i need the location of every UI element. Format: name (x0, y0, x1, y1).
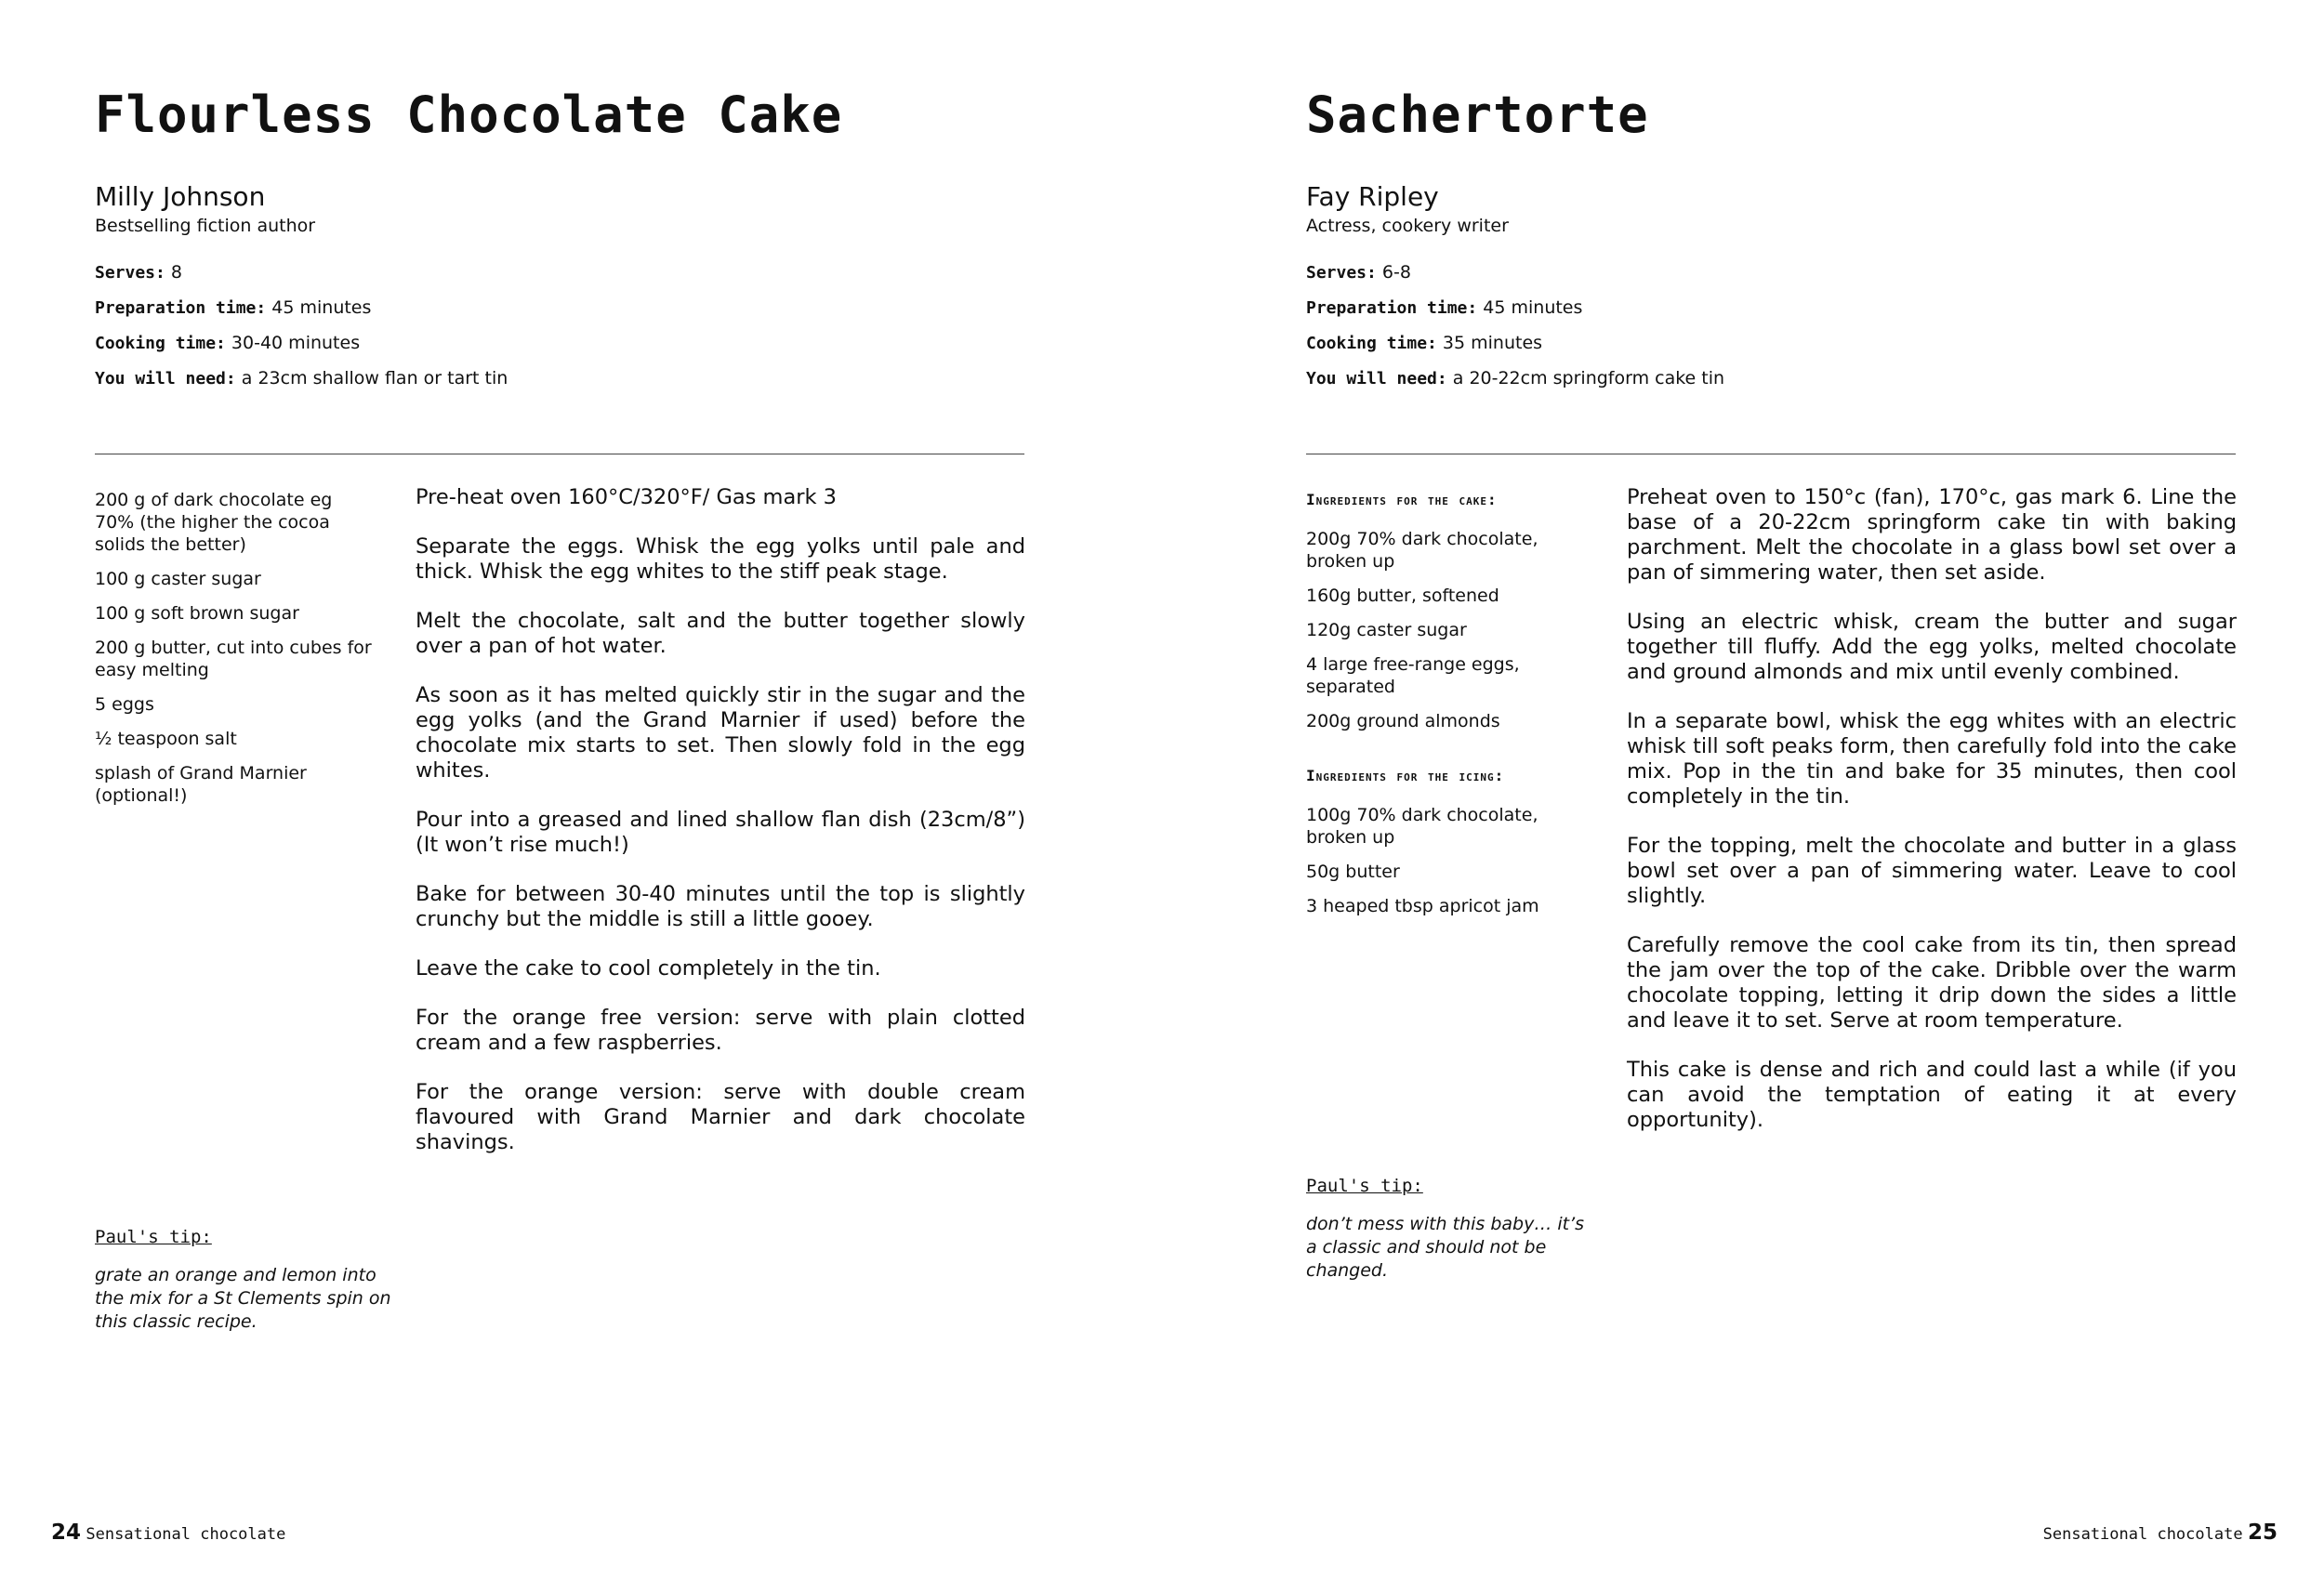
method-step: Bake for between 30-40 minutes until the top is slightly crunchy but the middle is still a little gooey. (416, 882, 1025, 931)
meta-value: 30-40 minutes (225, 333, 361, 353)
ingredient-item: 50g butter (1306, 862, 1400, 882)
meta-label: Cooking time: (95, 334, 226, 353)
tip-text: grate an orange and lemon into the mix for a St Clements spin on this classic recipe. (95, 1265, 391, 1332)
method-step: Carefully remove the cool cake from its tin, then spread the jam over the top of the cake. Dribble over the warm chocolate topping, letting it drip down the sides a little and leave it to set. Serve at room temperature. (1627, 933, 2237, 1033)
recipe-title: Sachertorte (1306, 86, 1649, 144)
meta-prep-time (95, 297, 508, 333)
tip-label: Paul's tip: (1306, 1176, 1423, 1196)
meta-value: 8 (165, 262, 182, 283)
recipe-meta (95, 262, 508, 403)
running-title: Sensational chocolate (2042, 1525, 2243, 1544)
ingredient-item: ½ teaspoon salt (95, 729, 237, 749)
meta-value: 45 minutes (1477, 297, 1583, 318)
ingredient-item: 200 g butter, cut into cubes for easy melting (95, 638, 372, 680)
method-step: In a separate bowl, whisk the egg whites with an electric whisk till soft peaks form, then carefully fold into the cake mix. Pop in the tin and bake for 35 minutes, then cool completely in the tin. (1627, 709, 2237, 809)
page-footer (51, 1521, 285, 1545)
ingredient-item: 120g caster sugar (1306, 620, 1467, 640)
meta-cooking-time (95, 333, 508, 368)
ingredient-item: 100 g caster sugar (95, 569, 261, 589)
meta-label: Cooking time: (1306, 334, 1437, 353)
author-name: Milly Johnson (95, 181, 266, 212)
method-steps (1627, 485, 2237, 1157)
ingredient-item: splash of Grand Marnier (optional!) (95, 763, 307, 806)
ingredient-item: 100 g soft brown sugar (95, 603, 299, 624)
method-step: Using an electric whisk, cream the butter and sugar together till fluffy. Add the egg yolks, melted chocolate and ground almonds and mix until evenly combined. (1627, 610, 2237, 684)
method-step: Melt the chocolate, salt and the butter together slowly over a pan of hot water. (416, 609, 1025, 658)
ingredients-heading-cake: Ingredients for the cake: (1306, 491, 1498, 508)
meta-value: 35 minutes (1436, 333, 1543, 353)
meta-label: Preparation time: (1306, 298, 1478, 318)
ingredient-item: 5 eggs (95, 694, 154, 715)
meta-prep-time (1306, 297, 1724, 333)
meta-equipment (95, 368, 508, 403)
page-number: 25 (2247, 1521, 2278, 1545)
meta-value: a 20-22cm springform cake tin (1446, 368, 1725, 388)
ingredient-item: 200g ground almonds (1306, 711, 1500, 731)
ingredient-item: 3 heaped tbsp apricot jam (1306, 896, 1539, 916)
running-title: Sensational chocolate (86, 1525, 286, 1544)
tip-box (95, 1227, 392, 1334)
ingredient-list (95, 489, 374, 819)
page-number: 24 (51, 1521, 82, 1545)
method-step: Separate the eggs. Whisk the egg yolks until pale and thick. Whisk the egg whites to the stiff peak stage. (416, 534, 1025, 584)
ingredient-item: 160g butter, softened (1306, 586, 1499, 606)
recipe-meta (1306, 262, 1724, 403)
method-step: For the topping, melt the chocolate and butter in a glass bowl set over a pan of simmering water. Leave to cool slightly. (1627, 834, 2237, 908)
ingredient-item: 100g 70% dark chocolate, broken up (1306, 805, 1538, 848)
recipe-title: Flourless Chocolate Cake (95, 86, 843, 144)
ingredients-heading-icing: Ingredients for the icing: (1306, 767, 1505, 784)
page-footer (2043, 1521, 2278, 1545)
meta-equipment (1306, 368, 1724, 403)
method-step: Leave the cake to cool completely in the tin. (416, 956, 881, 981)
tip-label: Paul's tip: (95, 1227, 212, 1247)
right-page (1162, 0, 2324, 1593)
method-steps (416, 485, 1025, 1179)
ingredient-item: 200g 70% dark chocolate, broken up (1306, 529, 1538, 572)
tip-text: don’t mess with this baby… it’s a classic and should not be changed. (1306, 1214, 1585, 1281)
ingredient-item: 200 g of dark chocolate eg 70% (the higher the cocoa solids the better) (95, 490, 333, 555)
meta-serves (95, 262, 508, 297)
method-step: For the orange free version: serve with plain clotted cream and a few raspberries. (416, 1006, 1025, 1055)
author-role: Actress, cookery writer (1306, 216, 1509, 236)
method-step: Pre-heat oven 160°C/320°F/ Gas mark 3 (416, 485, 837, 509)
author-name: Fay Ripley (1306, 181, 1439, 212)
meta-value: 6-8 (1376, 262, 1411, 283)
method-step: For the orange version: serve with double cream flavoured with Grand Marnier and dark chocolate shavings. (416, 1080, 1025, 1154)
meta-label: You will need: (1306, 369, 1447, 388)
meta-label: Serves: (1306, 263, 1377, 283)
meta-value: 45 minutes (266, 297, 372, 318)
method-step: As soon as it has melted quickly stir in the sugar and the egg yolks (and the Grand Marnier if used) before the chocolate mix starts to set. Then slowly fold in the egg whites. (416, 683, 1025, 783)
meta-label: Serves: (95, 263, 165, 283)
tip-box (1306, 1176, 1585, 1283)
meta-value: a 23cm shallow flan or tart tin (235, 368, 508, 388)
meta-label: You will need: (95, 369, 236, 388)
method-step: Preheat oven to 150°c (fan), 170°c, gas mark 6. Line the base of a 20-22cm springform cake tin with baking parchment. Melt the chocolate in a glass bowl set over a pan of simmering water, then set aside. (1627, 485, 2237, 585)
meta-label: Preparation time: (95, 298, 267, 318)
method-step: Pour into a greased and lined shallow flan dish (23cm/8”) (It won’t rise much!) (416, 808, 1025, 857)
method-step: This cake is dense and rich and could last a while (if you can avoid the temptation of eating it at every opportunity). (1627, 1058, 2237, 1132)
meta-cooking-time (1306, 333, 1724, 368)
ingredient-list (1306, 489, 1576, 929)
meta-serves (1306, 262, 1724, 297)
ingredient-item: 4 large free-range eggs, separated (1306, 654, 1520, 697)
author-role: Bestselling fiction author (95, 216, 316, 236)
